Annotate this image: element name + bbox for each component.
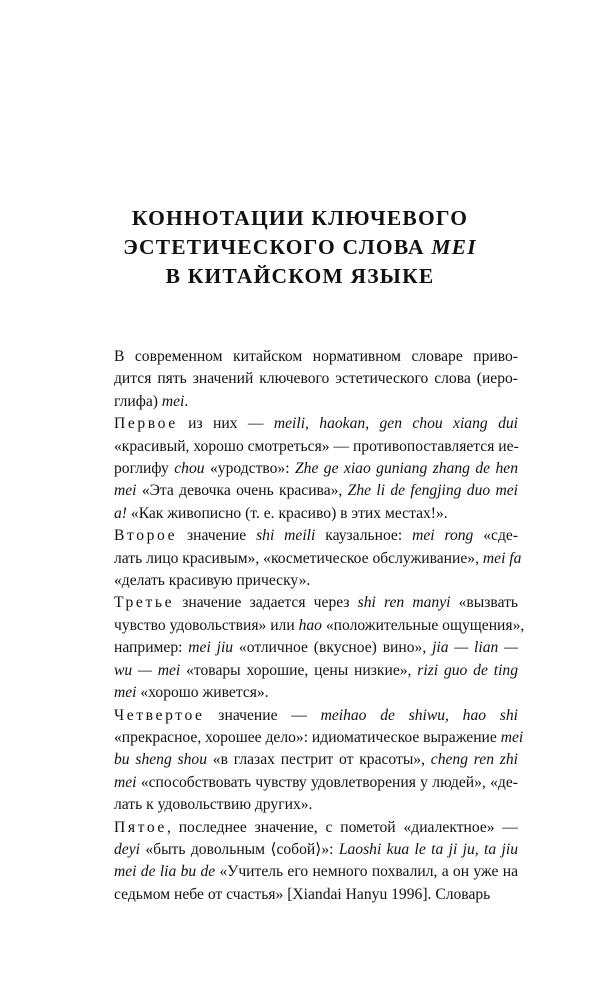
text-run: роглифу	[114, 460, 175, 478]
text-line	[88, 637, 518, 659]
text-line	[88, 861, 518, 883]
italic-text: Zhe ge xiao guniang zhang de hen	[294, 460, 518, 478]
paragraph	[88, 705, 524, 817]
text-line	[88, 592, 518, 614]
italic-text: jia — lian —	[432, 639, 518, 657]
text-run: «сде-	[473, 527, 519, 545]
text-run: «отличное (вкусное) вино»,	[233, 639, 433, 657]
text-run: глифа)	[114, 392, 162, 410]
text-run: чувство удовольствия» или	[114, 616, 299, 634]
text-run: «способствовать чувству удовлетворения у людей», «де-	[136, 773, 518, 791]
text-line	[88, 839, 518, 861]
italic-text: shi meili	[256, 527, 316, 545]
italic-text: deyi	[114, 840, 140, 858]
text-line	[88, 682, 518, 704]
italic-text: cheng ren zhi	[430, 751, 518, 769]
italic-text: Zhe li de fengjing duo mei	[347, 482, 518, 500]
paragraph	[88, 525, 522, 592]
text-line	[88, 525, 518, 547]
text-line	[88, 503, 518, 525]
text-run: «прекрасное, хорошее дело»: идиоматическое выражение	[114, 728, 501, 746]
spaced-text: Пятое	[114, 818, 167, 836]
italic-text: meili, haokan, gen chou xiang dui	[273, 415, 518, 433]
text-line	[88, 413, 518, 435]
italic-text: mei	[161, 392, 185, 410]
text-run: значение задается через	[174, 594, 358, 612]
text-line	[88, 660, 518, 682]
text-line	[88, 548, 522, 570]
text-line	[88, 458, 518, 480]
text-run: «положительные ощущения»,	[321, 616, 525, 634]
text-line	[88, 817, 518, 839]
italic-text: mei jiu	[188, 639, 234, 657]
text-line	[88, 391, 518, 413]
title-line-1: КОННОТАЦИИ КЛЮЧЕВОГО	[131, 206, 469, 230]
text-run: лать лицо красивым», «косметическое обслуживание»,	[114, 549, 483, 567]
italic-text: mei	[114, 773, 137, 791]
chapter-title	[0, 204, 600, 291]
italic-text: rizi guo de ting	[417, 661, 518, 679]
paragraph	[88, 346, 518, 413]
text-line	[88, 570, 518, 592]
italic-text: mei	[114, 684, 137, 702]
italic-text: mei rong	[412, 527, 474, 545]
text-run: каузальное:	[315, 527, 413, 545]
italic-text: shi ren manyi	[357, 594, 451, 612]
text-run: «Эта девочка очень красива»,	[136, 482, 348, 500]
italic-text: mei	[500, 728, 524, 746]
text-line	[88, 884, 518, 906]
text-line	[88, 749, 518, 771]
text-line	[88, 615, 525, 637]
text-run: «делать красивую прическу».	[114, 572, 311, 590]
text-run: , последнее значение, с пометой «диалектное» —	[166, 818, 518, 836]
paragraph	[88, 413, 518, 525]
italic-text: hao	[298, 616, 322, 634]
text-run: дится пять значений ключевого эстетического слова (иеро-	[114, 370, 518, 388]
italic-text: mei de lia bu de	[114, 863, 216, 881]
text-run: например:	[114, 639, 189, 657]
paragraph	[88, 817, 518, 907]
text-run: седьмом небе от счастья» [Xiandai Hanyu 1996]. Словарь	[114, 885, 491, 903]
text-run: «вызвать	[450, 594, 519, 612]
text-run: «Учитель его немного похвалил, а он уже на	[215, 863, 518, 881]
title-line-3: В КИТАЙСКОМ ЯЗЫКЕ	[165, 264, 435, 288]
italic-text: a!	[114, 504, 127, 522]
text-run: «товары хорошие, цены низкие»,	[180, 661, 418, 679]
italic-text: chou	[174, 460, 205, 478]
italic-text: mei fa	[482, 549, 522, 567]
text-run: «Как живописно (т. е. красиво) в этих местах!».	[127, 504, 448, 522]
italic-text: bu sheng shou	[114, 751, 207, 769]
spaced-text: Первое	[114, 415, 178, 433]
text-run: «красивый, хорошо смотреться» — противопоставляется ие-	[114, 437, 519, 455]
text-run: из них —	[177, 415, 274, 433]
spaced-text: Третье	[114, 594, 175, 612]
text-run: В современном китайском нормативном словаре приво-	[114, 348, 518, 365]
text-run: значение —	[204, 706, 321, 724]
spaced-text: Четвертое	[114, 706, 205, 724]
italic-text: Laoshi kua le ta ji ju, ta jiu	[338, 840, 519, 858]
text-line	[88, 794, 518, 816]
text-line	[88, 480, 518, 502]
title-line-2-italic: MEI	[431, 235, 477, 259]
spaced-text: Второе	[114, 527, 178, 545]
text-run: «хорошо живется».	[136, 684, 269, 702]
italic-text: meihao de shiwu, hao shi	[320, 706, 519, 724]
text-run: «в глазах пестрит от красоты»,	[207, 751, 431, 769]
text-line	[88, 772, 518, 794]
title-line-2-text: ЭСТЕТИЧЕСКОГО СЛОВА	[123, 235, 432, 259]
text-line	[88, 368, 518, 390]
italic-text: wu — mei	[114, 661, 181, 679]
text-line	[88, 346, 518, 368]
text-run: значение	[177, 527, 257, 545]
text-run: лать к удовольствию других».	[114, 796, 313, 814]
title-line-2	[0, 233, 600, 262]
text-line	[88, 705, 518, 727]
text-line	[88, 436, 518, 458]
text-run: «быть довольным ⟨собой⟩»:	[139, 840, 339, 858]
italic-text: mei	[114, 482, 137, 500]
text-run: «уродство»:	[204, 460, 295, 478]
text-line	[88, 727, 524, 749]
body-text	[88, 346, 525, 906]
paragraph	[88, 592, 525, 704]
text-run: .	[184, 392, 189, 410]
